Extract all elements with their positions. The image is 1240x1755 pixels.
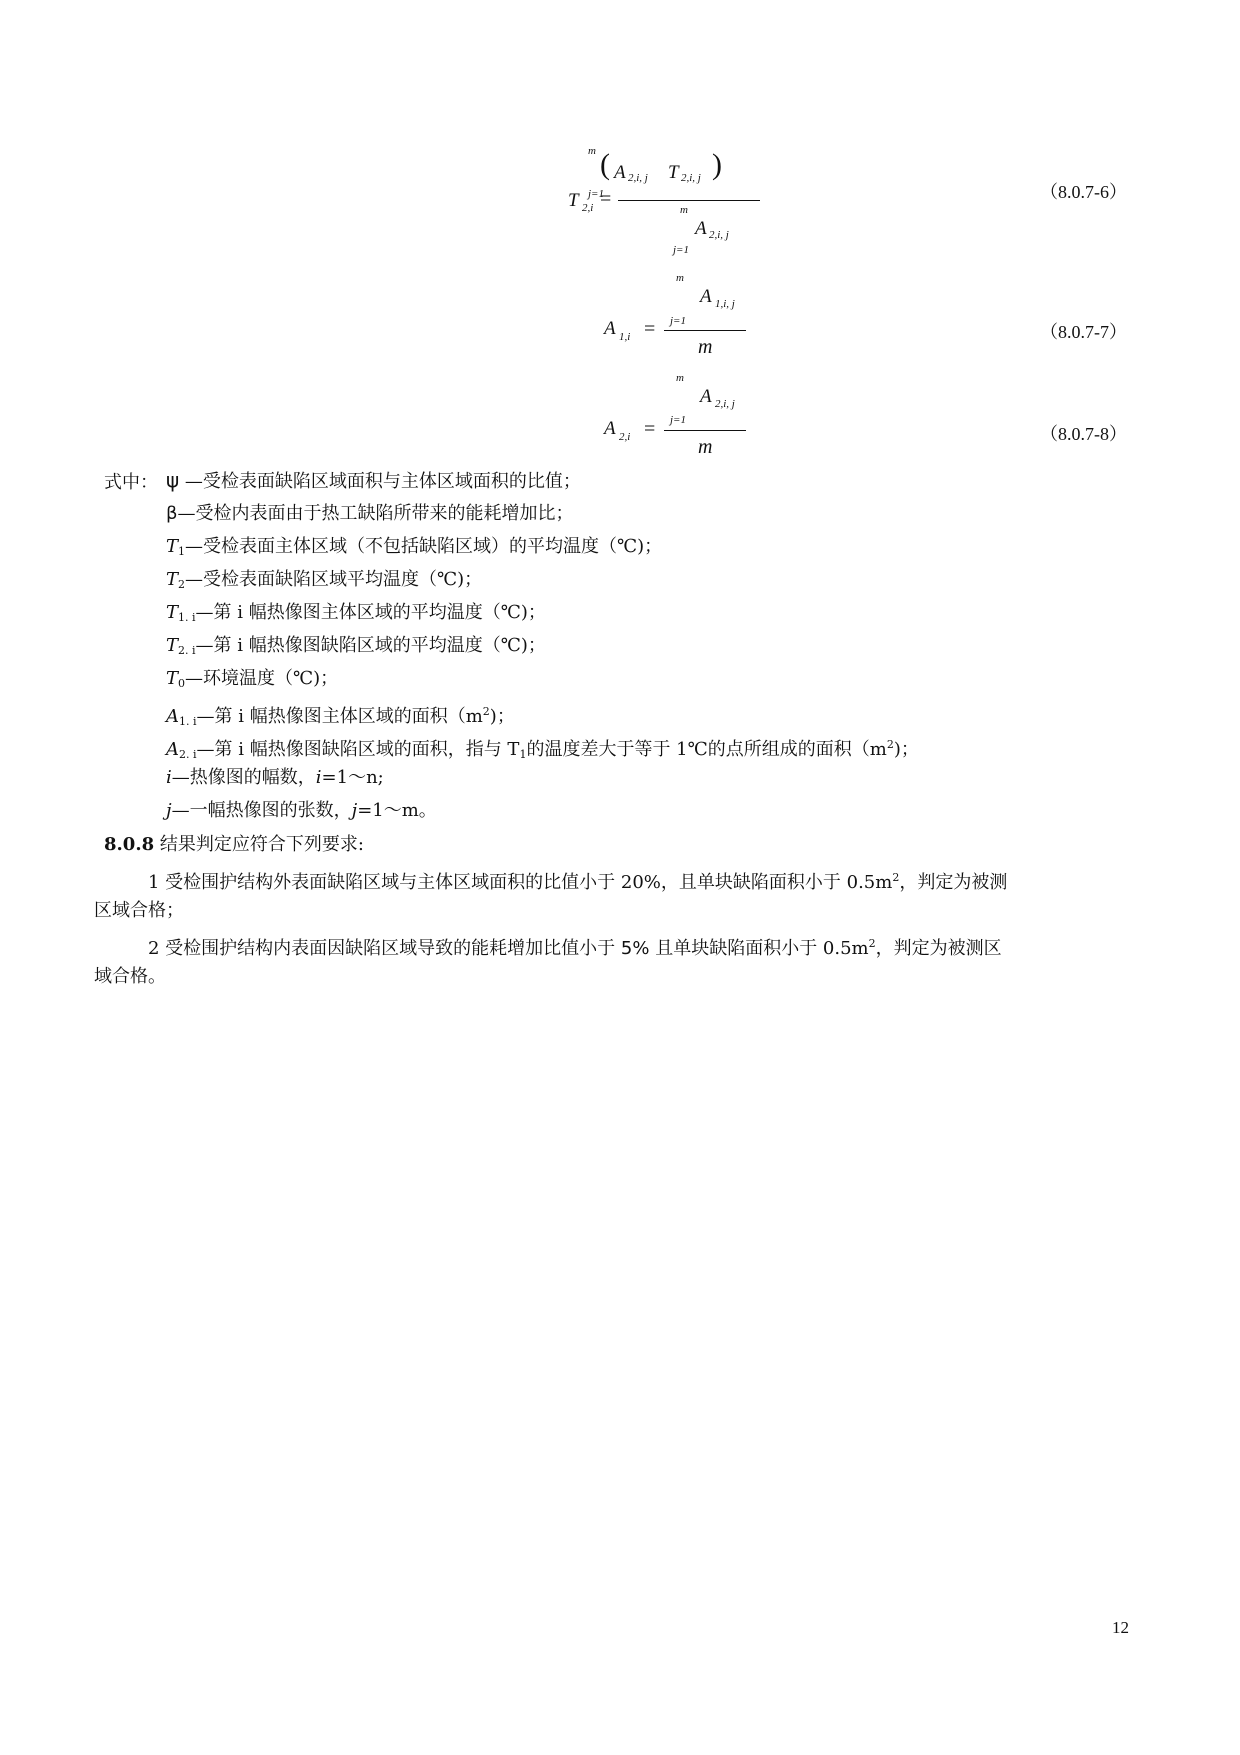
symbol-sub: 0 <box>178 677 186 690</box>
definition-text-mid: 的温度差大于等于 1℃的点所组成的面积（m <box>526 739 887 760</box>
den-sum-bottom: j=1 <box>673 244 689 256</box>
page-number: 12 <box>1112 1618 1129 1637</box>
definition-text-a: —第 i 幅热像图主体区域的面积（m <box>196 706 483 727</box>
lhs-symbol: A <box>604 418 616 439</box>
definition-j <box>166 799 437 823</box>
definition-text: —受检表面缺陷区域面积与主体区域面积的比值； <box>179 471 581 492</box>
inner-subscript: 1 <box>519 748 527 761</box>
definitions-lead: 式中： <box>104 472 158 493</box>
superscript: 2 <box>868 937 876 950</box>
num-sum-top: m <box>588 145 596 157</box>
definition-text-b: =1～n; <box>321 767 384 788</box>
symbol-sub: 1. i <box>179 715 197 728</box>
den-sum-top: m <box>680 204 688 216</box>
symbol-sub: 1. i <box>178 611 196 624</box>
fraction-bar <box>618 200 760 201</box>
equals-sign: = <box>600 188 612 210</box>
denominator: m <box>698 336 713 358</box>
equals-sign: = <box>644 418 656 440</box>
symbol-t: T <box>166 668 179 689</box>
term-sub: 2,i, j <box>715 398 735 410</box>
definition-t2i <box>166 634 546 663</box>
definition-text-a: —热像图的幅数， <box>171 767 316 788</box>
definition-a2i <box>166 733 919 767</box>
requirement-2-line2 <box>94 965 166 989</box>
lhs-symbol: A <box>604 318 616 339</box>
clause-heading <box>104 833 364 857</box>
definition-text-b: =1～m。 <box>357 800 437 821</box>
lhs-symbol: T <box>568 190 579 211</box>
requirement-text: 2 受检围护结构内表面因缺陷区域导致的能耗增加比值小于 <box>148 938 621 959</box>
symbol-sub: 1 <box>178 545 186 558</box>
variable: i <box>315 767 322 788</box>
clause-title: 结果判定应符合下列要求: <box>154 834 364 855</box>
sum-top: m <box>676 272 684 284</box>
symbol-a: A <box>166 706 179 727</box>
fraction-bar <box>664 430 746 431</box>
definition-text-a: —一幅热像图的张数， <box>171 800 352 821</box>
definition-text-b: )； <box>489 706 515 727</box>
definition-psi <box>166 468 581 494</box>
definition-text: —受检表面缺陷区域平均温度（℃)； <box>185 569 483 590</box>
term-sub: 1,i, j <box>715 298 735 310</box>
sum-bottom: j=1 <box>670 315 686 327</box>
definition-text: —第 i 幅热像图缺陷区域的平均温度（℃)； <box>195 635 546 656</box>
requirement-text: 域合格。 <box>94 966 166 987</box>
equation-number: （8.0.7-7） <box>1040 322 1127 342</box>
symbol-beta: β <box>166 503 178 524</box>
definition-text: —第 i 幅热像图主体区域的平均温度（℃)； <box>195 602 546 623</box>
definition-t2 <box>166 568 482 597</box>
den-term-sub: 2,i, j <box>709 229 729 241</box>
symbol-t: T <box>166 635 179 656</box>
equation-number: （8.0.7-8） <box>1040 424 1127 444</box>
definition-t1i <box>166 601 546 630</box>
denominator: m <box>698 436 713 458</box>
definition-i <box>166 766 384 790</box>
definition-text: —环境温度（℃)； <box>185 668 339 689</box>
definition-beta <box>166 502 574 526</box>
requirement-2-line1 <box>148 932 1002 961</box>
definition-text-b: )； <box>893 739 919 760</box>
requirement-text-mid: 且单块缺陷面积小于 0.5m <box>649 938 869 959</box>
symbol-sub: 2. i <box>178 644 196 657</box>
right-paren: ) <box>712 148 722 181</box>
symbol-t: T <box>166 602 179 623</box>
lhs-sub: 1,i <box>619 331 631 343</box>
definition-text: —受检表面主体区域（不包括缺陷区域）的平均温度（℃)； <box>185 536 663 557</box>
sum-bottom: j=1 <box>670 414 686 426</box>
term: A <box>700 286 712 307</box>
definition-text: —受检内表面由于热工缺陷所带来的能耗增加比； <box>177 503 574 524</box>
superscript: 2 <box>892 871 900 884</box>
definition-t1 <box>166 535 662 564</box>
requirement-1-line2 <box>94 899 184 923</box>
equals-sign: = <box>644 318 656 340</box>
percentage: 5% <box>620 938 650 959</box>
left-paren: ( <box>600 148 610 181</box>
symbol-t: T <box>166 569 179 590</box>
lhs-sub: 2,i <box>619 431 631 443</box>
sum-top: m <box>676 372 684 384</box>
symbol-t: T <box>166 536 179 557</box>
num-term-b: T <box>668 162 679 183</box>
requirement-text: 1 受检围护结构外表面缺陷区域与主体区域面积的比值小于 20%，且单块缺陷面积小于 0.5m <box>148 872 893 893</box>
requirement-text: 区域合格； <box>94 900 184 921</box>
num-term-b-sub: 2,i, j <box>681 172 701 184</box>
num-term-a: A <box>614 162 626 183</box>
symbol-j: j <box>166 800 172 821</box>
requirement-1-line1 <box>148 866 1007 895</box>
den-term: A <box>695 218 707 239</box>
symbol-sub: 2. i <box>179 748 197 761</box>
symbol-a: A <box>166 739 179 760</box>
definition-t0 <box>166 667 338 696</box>
superscript: 2 <box>886 738 894 751</box>
term: A <box>700 386 712 407</box>
superscript: 2 <box>482 705 490 718</box>
num-sum-bottom: j=1 <box>588 188 604 200</box>
definition-text-a: —第 i 幅热像图缺陷区域的面积，指与 T <box>196 739 520 760</box>
requirement-text-end: ，判定为被测区 <box>875 938 1002 959</box>
fraction-bar <box>664 330 746 331</box>
definition-a1i <box>166 700 515 734</box>
clause-number: 8.0.8 <box>104 834 155 855</box>
symbol-sub: 2 <box>178 578 186 591</box>
symbol-i: i <box>166 767 172 788</box>
num-term-a-sub: 2,i, j <box>628 172 648 184</box>
equation-number: （8.0.7-6） <box>1040 182 1127 202</box>
requirement-text-end: ，判定为被测 <box>899 872 1008 893</box>
variable: j <box>351 800 358 821</box>
lhs-sub: 2,i <box>582 202 594 214</box>
symbol-psi: ψ <box>166 468 180 492</box>
